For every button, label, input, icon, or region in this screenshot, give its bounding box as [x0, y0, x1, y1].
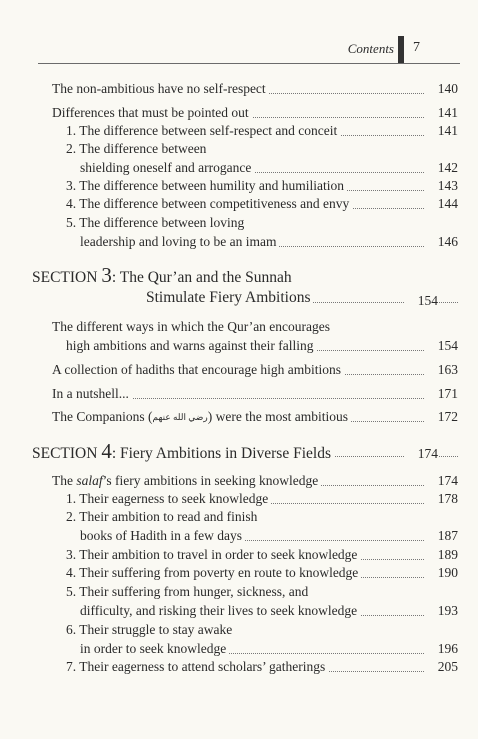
toc-subentry[interactable]: 2. The difference between shielding oneself and arrogance 142	[66, 141, 458, 175]
toc-entry[interactable]: A collection of hadiths that encourage high ambitions 163	[52, 362, 458, 377]
italic-term: salaf	[76, 473, 103, 488]
toc-page-number: 178	[425, 490, 458, 507]
toc-page-number: 171	[425, 385, 458, 402]
toc-page-number: 187	[425, 527, 458, 544]
section-number: 4	[101, 439, 112, 463]
toc-page-number: 205	[425, 658, 458, 675]
toc-subentry[interactable]: 4. Their suffering from poverty en route to knowledge 190	[66, 565, 458, 580]
section-heading-3[interactable]: SECTION 3: The Qur’an and the Sunnah Stimulate Fiery Ambitions 154	[32, 266, 458, 308]
toc-page-number: 172	[425, 408, 458, 425]
toc-page-number: 193	[425, 602, 458, 619]
header-rule	[38, 63, 460, 64]
section-heading-4[interactable]: SECTION 4: Fiery Ambitions in Diverse Fields 174	[32, 442, 458, 462]
toc-page-number: 189	[425, 546, 458, 563]
toc-entry[interactable]: The Companions (رضي الله عنهم) were the most ambitious 172	[52, 408, 458, 425]
toc-entry[interactable]: Differences that must be pointed out 141	[52, 105, 458, 120]
toc-subentry[interactable]: 5. The difference between loving leadership and loving to be an imam 146	[66, 215, 458, 249]
toc-page-number: 154	[405, 291, 438, 310]
toc-subentry[interactable]: 4. The difference between competitiveness and envy 144	[66, 196, 458, 211]
toc-subentry[interactable]: 1. Their eagerness to seek knowledge 178	[66, 491, 458, 506]
toc-page-number: 174	[425, 472, 458, 489]
toc-page-number: 140	[425, 80, 458, 97]
toc-page-number: 144	[425, 195, 458, 212]
toc-entry[interactable]: The non-ambitious have no self-respect 140	[52, 81, 458, 96]
toc-entry[interactable]: The salaf’s fiery ambitions in seeking knowledge 174	[52, 473, 458, 488]
toc-subentry[interactable]: 5. Their suffering from hunger, sickness, and difficulty, and risking their lives to seek knowledge 193	[66, 584, 458, 618]
toc-subentry[interactable]: 1. The difference between self-respect and conceit 141	[66, 123, 458, 138]
running-title: Contents	[347, 41, 394, 56]
toc-page-number: 142	[425, 159, 458, 176]
toc-subentry[interactable]: 6. Their struggle to stay awake in order to seek knowledge 196	[66, 622, 458, 656]
toc-entry[interactable]: In a nutshell... 171	[52, 386, 458, 401]
toc-page-number: 143	[425, 177, 458, 194]
toc-entry[interactable]: The different ways in which the Qur’an encourages high ambitions and warns against their falling 154	[52, 319, 458, 353]
toc-subentry[interactable]: 3. Their ambition to travel in order to seek knowledge 189	[66, 547, 458, 562]
toc-page-number: 154	[425, 337, 458, 354]
toc-page-number: 141	[425, 122, 458, 139]
toc-page-number: 141	[425, 104, 458, 121]
toc-subentry[interactable]: 3. The difference between humility and humiliation 143	[66, 178, 458, 193]
salutation-glyph: رضي الله عنهم	[152, 412, 208, 423]
section-number: 3	[101, 263, 112, 287]
toc-subentry[interactable]: 2. Their ambition to read and finish books of Hadith in a few days 187	[66, 509, 458, 543]
toc-page-number: 146	[425, 233, 458, 250]
toc-page-number: 163	[425, 361, 458, 378]
header-bar-mark	[398, 36, 404, 64]
toc-page-number: 190	[425, 564, 458, 581]
toc-page-number: 196	[425, 640, 458, 657]
page-number: 7	[413, 40, 420, 55]
toc-page-number: 174	[405, 444, 438, 463]
toc-subentry[interactable]: 7. Their eagerness to attend scholars’ gatherings 205	[66, 659, 458, 674]
